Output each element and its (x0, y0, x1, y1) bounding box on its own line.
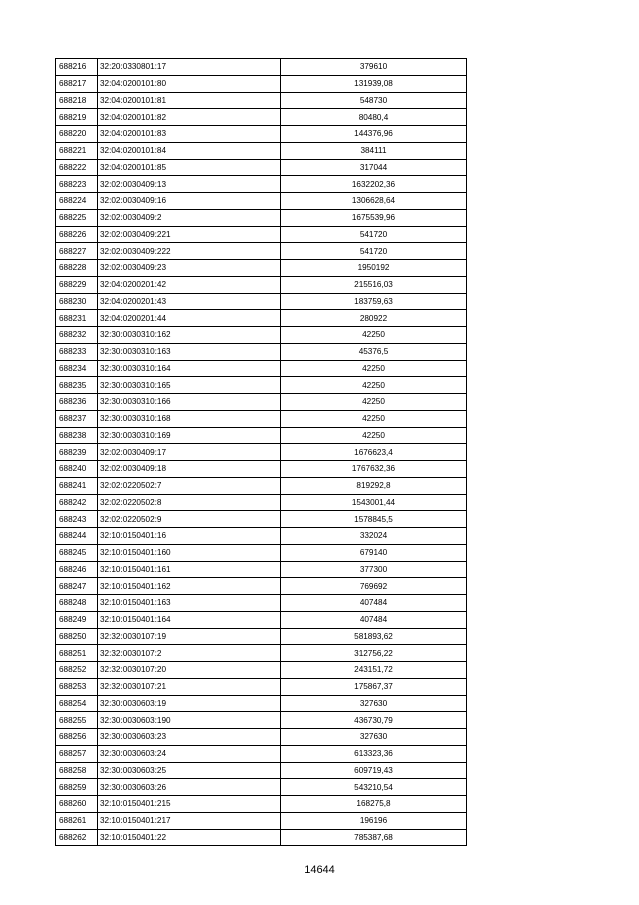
row-number-cell: 688235 (56, 377, 98, 394)
value-cell: 548730 (281, 92, 467, 109)
table-row (56, 561, 467, 578)
row-number-cell: 688219 (56, 109, 98, 126)
value-cell: 1306628,64 (281, 193, 467, 210)
table-row (56, 528, 467, 545)
row-number-cell: 688224 (56, 193, 98, 210)
cadastral-number-cell: 32:30:0030603:24 (98, 745, 281, 762)
row-number-cell: 688259 (56, 779, 98, 796)
table-row (56, 812, 467, 829)
table-row (56, 796, 467, 813)
cadastral-number-cell: 32:30:0030603:19 (98, 695, 281, 712)
cadastral-number-cell: 32:10:0150401:215 (98, 796, 281, 813)
table-row (56, 59, 467, 76)
cadastral-number-cell: 32:32:0030107:2 (98, 645, 281, 662)
value-cell: 1950192 (281, 260, 467, 277)
cadastral-number-cell: 32:02:0220502:7 (98, 477, 281, 494)
row-number-cell: 688244 (56, 528, 98, 545)
cadastral-number-cell: 32:04:0200101:82 (98, 109, 281, 126)
table-row (56, 662, 467, 679)
table-row (56, 695, 467, 712)
table-row (56, 511, 467, 528)
table-row (56, 75, 467, 92)
row-number-cell: 688252 (56, 662, 98, 679)
cadastral-number-cell: 32:04:0200201:43 (98, 293, 281, 310)
value-cell: 144376,96 (281, 126, 467, 143)
table-row (56, 427, 467, 444)
value-cell: 1675539,96 (281, 209, 467, 226)
value-cell: 384111 (281, 142, 467, 159)
row-number-cell: 688217 (56, 75, 98, 92)
row-number-cell: 688260 (56, 796, 98, 813)
row-number-cell: 688216 (56, 59, 98, 76)
row-number-cell: 688248 (56, 595, 98, 612)
value-cell: 541720 (281, 226, 467, 243)
value-cell: 131939,08 (281, 75, 467, 92)
value-cell: 785387,68 (281, 829, 467, 846)
table-row (56, 729, 467, 746)
table-row (56, 109, 467, 126)
cadastral-number-cell: 32:30:0030603:25 (98, 762, 281, 779)
table-row (56, 461, 467, 478)
cadastral-number-cell: 32:20:0330801:17 (98, 59, 281, 76)
row-number-cell: 688233 (56, 343, 98, 360)
cadastral-value-table (55, 58, 467, 846)
value-cell: 332024 (281, 528, 467, 545)
value-cell: 543210,54 (281, 779, 467, 796)
table-row (56, 645, 467, 662)
table-row (56, 578, 467, 595)
cadastral-number-cell: 32:04:0200101:80 (98, 75, 281, 92)
table-row (56, 745, 467, 762)
table-row (56, 779, 467, 796)
table-row (56, 544, 467, 561)
cadastral-number-cell: 32:10:0150401:162 (98, 578, 281, 595)
table-row (56, 477, 467, 494)
cadastral-number-cell: 32:02:0030409:18 (98, 461, 281, 478)
row-number-cell: 688237 (56, 410, 98, 427)
value-cell: 379610 (281, 59, 467, 76)
cadastral-number-cell: 32:10:0150401:217 (98, 812, 281, 829)
table-row (56, 276, 467, 293)
cadastral-number-cell: 32:04:0200201:42 (98, 276, 281, 293)
value-cell: 1676623,4 (281, 444, 467, 461)
page-number: 14644 (304, 864, 335, 876)
row-number-cell: 688221 (56, 142, 98, 159)
value-cell: 183759,63 (281, 293, 467, 310)
value-cell: 769692 (281, 578, 467, 595)
row-number-cell: 688226 (56, 226, 98, 243)
cadastral-number-cell: 32:02:0030409:222 (98, 243, 281, 260)
table-row (56, 126, 467, 143)
table-row (56, 343, 467, 360)
value-cell: 312756,22 (281, 645, 467, 662)
row-number-cell: 688253 (56, 678, 98, 695)
row-number-cell: 688231 (56, 310, 98, 327)
value-cell: 42250 (281, 360, 467, 377)
table-row (56, 243, 467, 260)
row-number-cell: 688249 (56, 611, 98, 628)
row-number-cell: 688258 (56, 762, 98, 779)
table-row (56, 712, 467, 729)
cadastral-number-cell: 32:30:0030310:169 (98, 427, 281, 444)
value-cell: 280922 (281, 310, 467, 327)
row-number-cell: 688243 (56, 511, 98, 528)
cadastral-number-cell: 32:02:0220502:8 (98, 494, 281, 511)
row-number-cell: 688250 (56, 628, 98, 645)
cadastral-number-cell: 32:32:0030107:20 (98, 662, 281, 679)
cadastral-number-cell: 32:30:0030310:168 (98, 410, 281, 427)
value-cell: 679140 (281, 544, 467, 561)
table-row (56, 829, 467, 846)
cadastral-number-cell: 32:10:0150401:160 (98, 544, 281, 561)
cadastral-number-cell: 32:10:0150401:16 (98, 528, 281, 545)
row-number-cell: 688242 (56, 494, 98, 511)
cadastral-number-cell: 32:32:0030107:19 (98, 628, 281, 645)
table-row (56, 293, 467, 310)
row-number-cell: 688247 (56, 578, 98, 595)
row-number-cell: 688240 (56, 461, 98, 478)
table-row (56, 360, 467, 377)
value-cell: 215516,03 (281, 276, 467, 293)
table-row (56, 310, 467, 327)
table-row (56, 260, 467, 277)
cadastral-number-cell: 32:02:0030409:16 (98, 193, 281, 210)
cadastral-number-cell: 32:30:0030603:26 (98, 779, 281, 796)
row-number-cell: 688256 (56, 729, 98, 746)
cadastral-number-cell: 32:10:0150401:22 (98, 829, 281, 846)
row-number-cell: 688223 (56, 176, 98, 193)
cadastral-number-cell: 32:02:0030409:23 (98, 260, 281, 277)
table-row (56, 410, 467, 427)
value-cell: 175867,37 (281, 678, 467, 695)
value-cell: 317044 (281, 159, 467, 176)
value-cell: 1632202,36 (281, 176, 467, 193)
row-number-cell: 688220 (56, 126, 98, 143)
cadastral-number-cell: 32:30:0030603:23 (98, 729, 281, 746)
table-row (56, 678, 467, 695)
row-number-cell: 688218 (56, 92, 98, 109)
table-row (56, 595, 467, 612)
value-cell: 541720 (281, 243, 467, 260)
cadastral-number-cell: 32:10:0150401:164 (98, 611, 281, 628)
table-row (56, 611, 467, 628)
row-number-cell: 688222 (56, 159, 98, 176)
cadastral-number-cell: 32:30:0030310:163 (98, 343, 281, 360)
cadastral-number-cell: 32:04:0200201:44 (98, 310, 281, 327)
table-row (56, 193, 467, 210)
row-number-cell: 688245 (56, 544, 98, 561)
cadastral-number-cell: 32:04:0200101:83 (98, 126, 281, 143)
value-cell: 819292,8 (281, 477, 467, 494)
row-number-cell: 688241 (56, 477, 98, 494)
row-number-cell: 688228 (56, 260, 98, 277)
value-cell: 80480,4 (281, 109, 467, 126)
row-number-cell: 688261 (56, 812, 98, 829)
cadastral-number-cell: 32:02:0030409:17 (98, 444, 281, 461)
table-row (56, 159, 467, 176)
row-number-cell: 688257 (56, 745, 98, 762)
value-cell: 1578845,5 (281, 511, 467, 528)
table-row (56, 92, 467, 109)
row-number-cell: 688234 (56, 360, 98, 377)
cadastral-number-cell: 32:30:0030603:190 (98, 712, 281, 729)
cadastral-number-cell: 32:30:0030310:164 (98, 360, 281, 377)
table-body (56, 59, 467, 846)
value-cell: 42250 (281, 410, 467, 427)
row-number-cell: 688230 (56, 293, 98, 310)
value-cell: 613323,36 (281, 745, 467, 762)
table-row (56, 494, 467, 511)
cadastral-number-cell: 32:32:0030107:21 (98, 678, 281, 695)
value-cell: 581893,62 (281, 628, 467, 645)
table-row (56, 226, 467, 243)
value-cell: 42250 (281, 327, 467, 344)
value-cell: 436730,79 (281, 712, 467, 729)
cadastral-number-cell: 32:02:0030409:2 (98, 209, 281, 226)
table-row (56, 377, 467, 394)
value-cell: 243151,72 (281, 662, 467, 679)
cadastral-number-cell: 32:02:0220502:9 (98, 511, 281, 528)
row-number-cell: 688229 (56, 276, 98, 293)
cadastral-number-cell: 32:02:0030409:221 (98, 226, 281, 243)
row-number-cell: 688225 (56, 209, 98, 226)
row-number-cell: 688254 (56, 695, 98, 712)
value-cell: 42250 (281, 427, 467, 444)
cadastral-number-cell: 32:10:0150401:161 (98, 561, 281, 578)
value-cell: 1767632,36 (281, 461, 467, 478)
cadastral-number-cell: 32:04:0200101:81 (98, 92, 281, 109)
row-number-cell: 688262 (56, 829, 98, 846)
value-cell: 609719,43 (281, 762, 467, 779)
row-number-cell: 688251 (56, 645, 98, 662)
table-row (56, 762, 467, 779)
row-number-cell: 688238 (56, 427, 98, 444)
row-number-cell: 688236 (56, 394, 98, 411)
row-number-cell: 688246 (56, 561, 98, 578)
value-cell: 1543001,44 (281, 494, 467, 511)
cadastral-number-cell: 32:02:0030409:13 (98, 176, 281, 193)
table-row (56, 394, 467, 411)
row-number-cell: 688227 (56, 243, 98, 260)
row-number-cell: 688232 (56, 327, 98, 344)
row-number-cell: 688255 (56, 712, 98, 729)
cadastral-number-cell: 32:30:0030310:162 (98, 327, 281, 344)
table-row (56, 142, 467, 159)
value-cell: 377300 (281, 561, 467, 578)
table-row (56, 176, 467, 193)
value-cell: 45376,5 (281, 343, 467, 360)
row-number-cell: 688239 (56, 444, 98, 461)
value-cell: 407484 (281, 595, 467, 612)
table-row (56, 628, 467, 645)
cadastral-number-cell: 32:30:0030310:166 (98, 394, 281, 411)
value-cell: 327630 (281, 695, 467, 712)
cadastral-number-cell: 32:04:0200101:84 (98, 142, 281, 159)
value-cell: 327630 (281, 729, 467, 746)
value-cell: 168275,8 (281, 796, 467, 813)
cadastral-number-cell: 32:30:0030310:165 (98, 377, 281, 394)
value-cell: 196196 (281, 812, 467, 829)
value-cell: 42250 (281, 377, 467, 394)
value-cell: 42250 (281, 394, 467, 411)
cadastral-number-cell: 32:10:0150401:163 (98, 595, 281, 612)
table-row (56, 444, 467, 461)
table-row (56, 327, 467, 344)
value-cell: 407484 (281, 611, 467, 628)
cadastral-number-cell: 32:04:0200101:85 (98, 159, 281, 176)
table-row (56, 209, 467, 226)
